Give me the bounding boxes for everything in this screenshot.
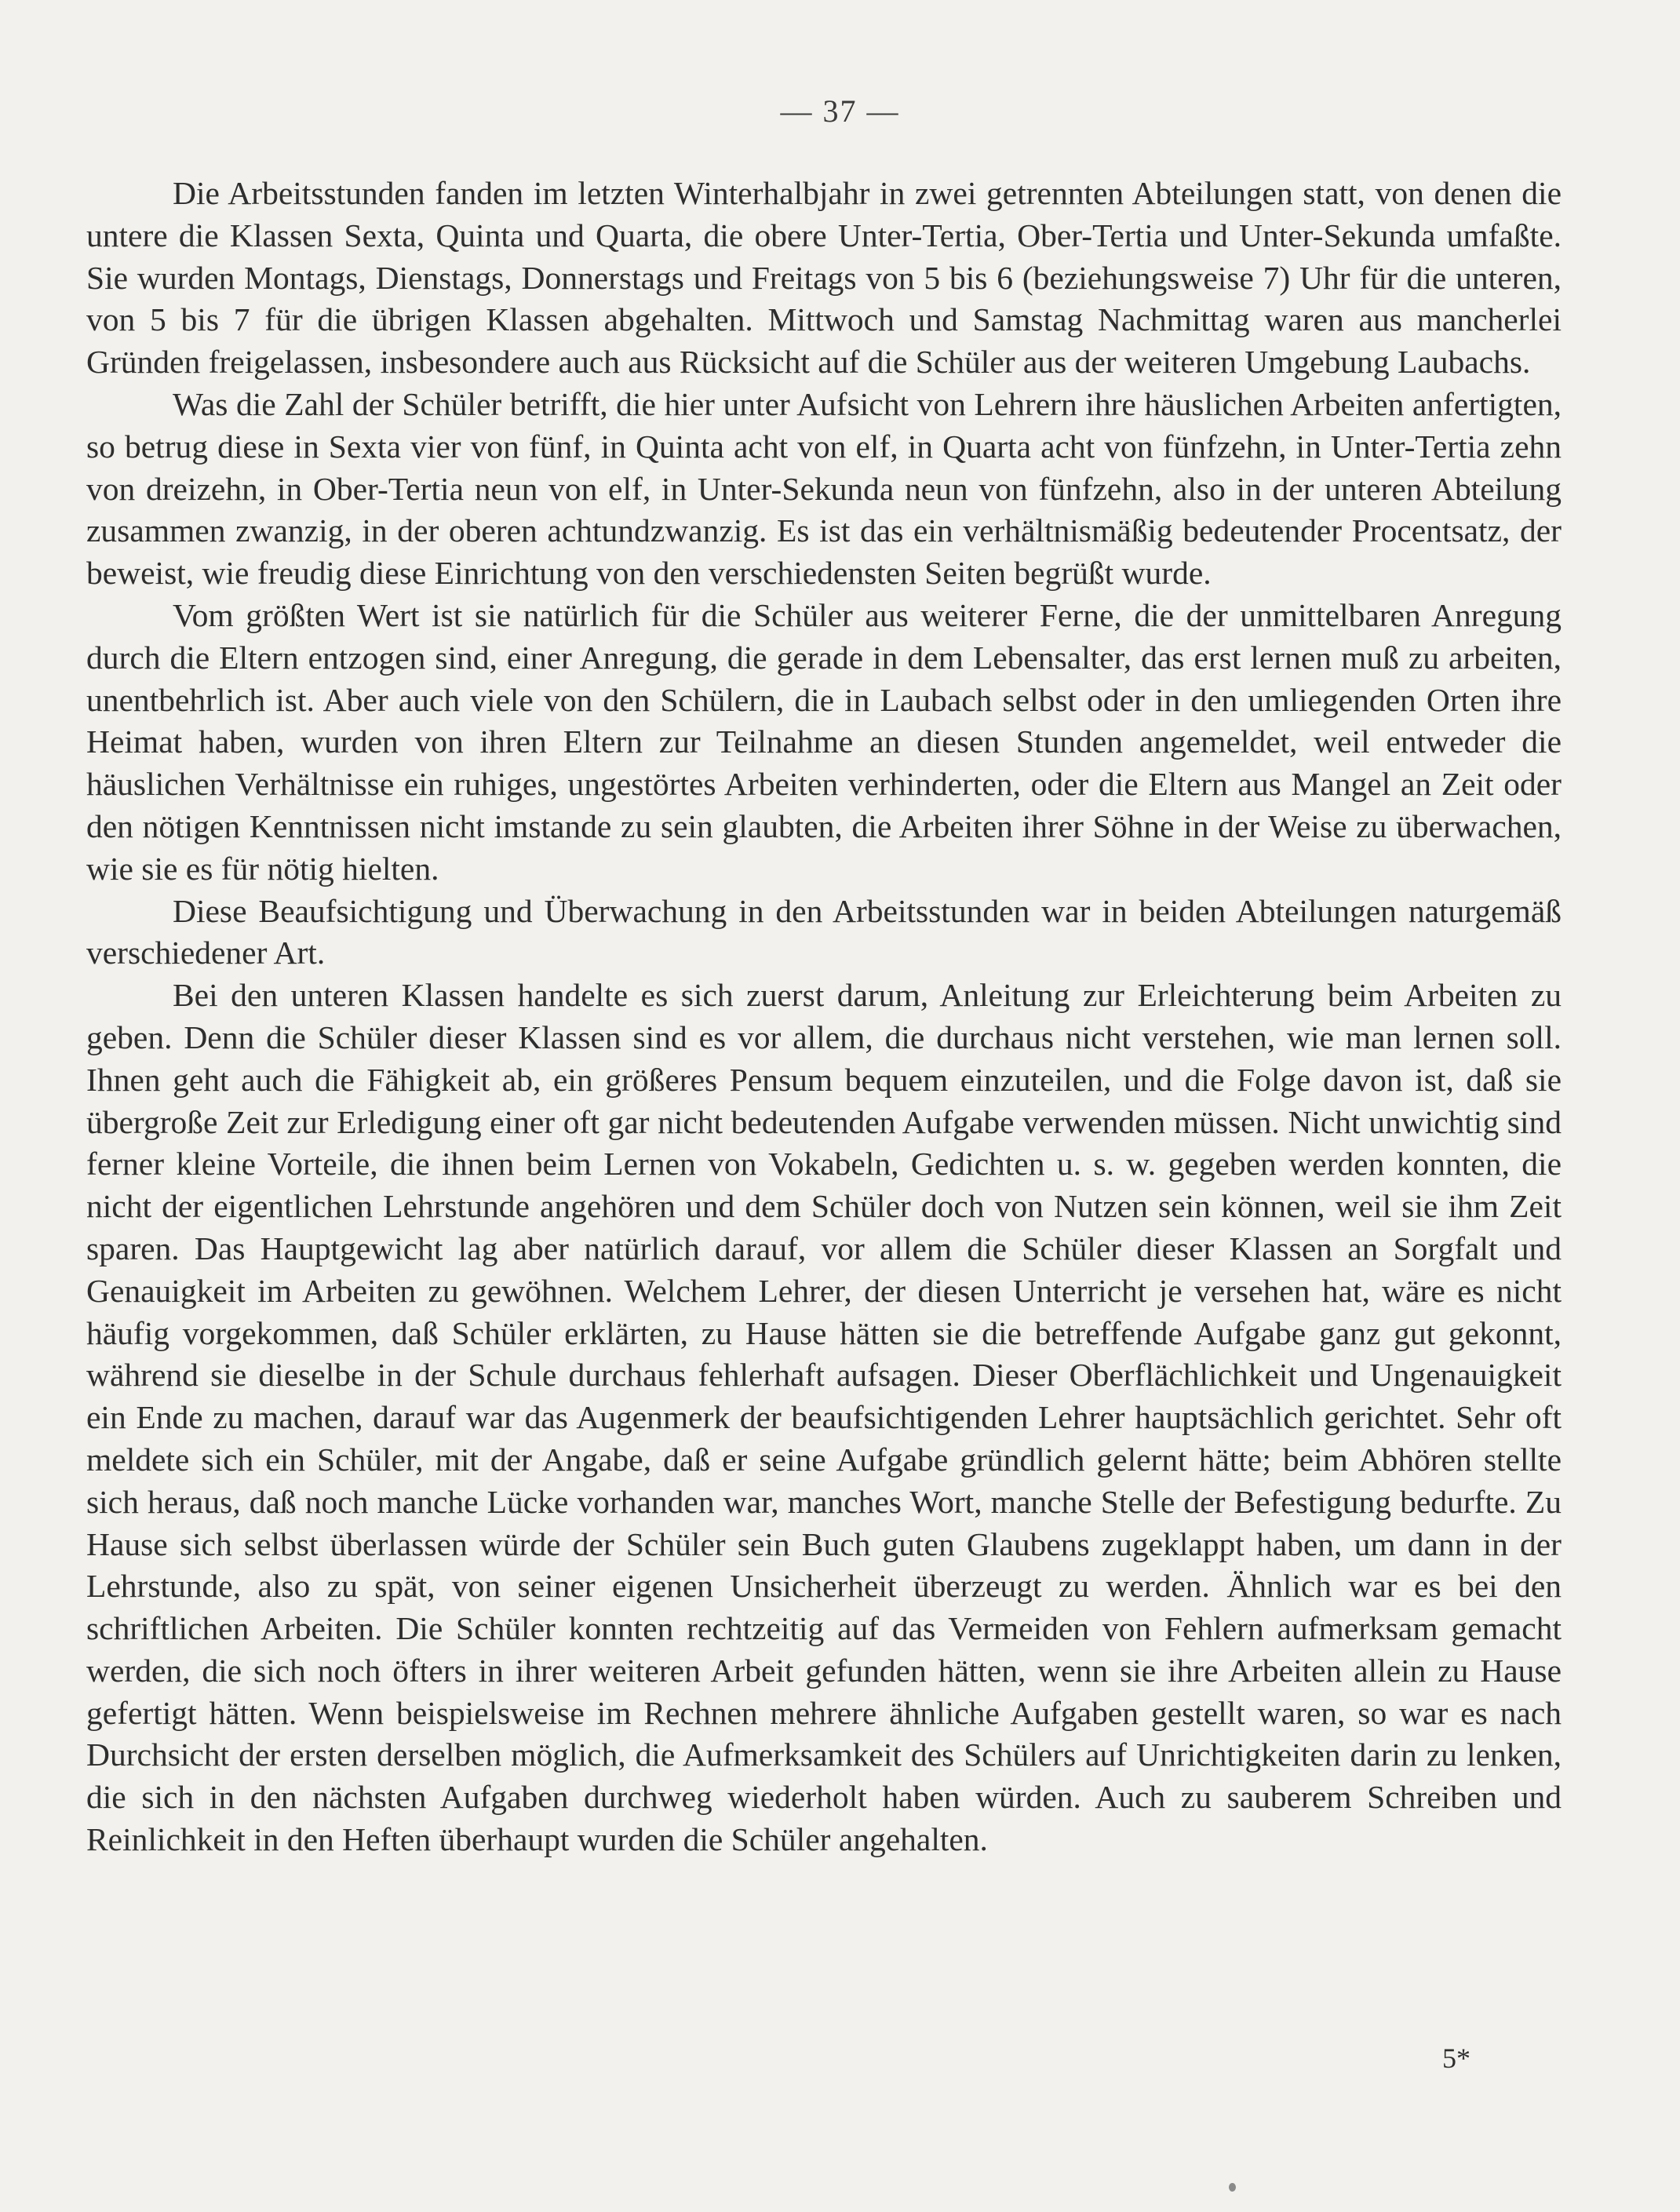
paragraph: Diese Beaufsichtigung und Überwachung in den Arbeitsstunden war in beiden Abteilungen naturgemäß verschiedener Art.: [86, 892, 1562, 971]
paragraph: Vom größten Wert ist sie natürlich für die Schüler aus weiterer Ferne, die der unmittelbaren Anregung durch die Eltern entzogen sind, einer Anregung, die gerade in dem Lebensalter, das erst lernen muß zu arbeiten, unentbehrlich ist. Aber auch viele von den Schülern, die in Laubach selbst oder in den umliegenden Orten ihre Heimat haben, wurden von ihren Eltern zur Teilnahme an diesen Stunden angemeldet, weil entweder die häuslichen Verhältnisse ein ruhiges, ungestörtes Arbeiten verhinderten, oder die Eltern aus Mangel an Zeit oder den nötigen Kenntnissen nicht imstande zu sein glaubten, die Arbeiten ihrer Söhne in der Weise zu überwachen, wie sie es für nötig hielten.: [86, 596, 1562, 887]
ink-speck: [1229, 2183, 1236, 2192]
paragraph: Die Arbeitsstunden fanden im letzten Winterhalbjahr in zwei getrennten Abteilungen statt, von denen die untere die Klassen Sexta, Quinta und Quarta, die obere Unter-Tertia, Ober-Tertia und Unter-Sekunda umfaßte. Sie wurden Montags, Dienstags, Donnerstags und Freitags von 5 bis 6 (beziehungsweise 7) Uhr für die unteren, von 5 bis 7 für die übrigen Klassen abgehalten. Mittwoch und Samstag Nachmittag waren aus mancherlei Gründen freigelassen, insbesondere auch aus Rücksicht auf die Schüler aus der weiteren Umgebung Laubachs.: [86, 175, 1562, 381]
body-text: [86, 173, 1562, 1861]
page-number: — 37 —: [780, 93, 900, 129]
paragraph: Was die Zahl der Schüler betrifft, die hier unter Aufsicht von Lehrern ihre häuslichen Arbeiten anfertigten, so betrug diese in Sexta vier von fünf, in Quinta acht von elf, in Quarta acht von fünfzehn, in Unter-Tertia zehn von dreizehn, in Ober-Tertia neun von elf, in Unter-Sekunda neun von fünfzehn, also in der unteren Abteilung zusammen zwanzig, in der oberen achtundzwanzig. Es ist das ein verhältnismäßig bedeutender Procentsatz, der beweist, wie freudig diese Einrichtung von den verschiedensten Seiten begrüßt wurde.: [86, 385, 1562, 592]
signature-mark: 5*: [1442, 2043, 1470, 2074]
paragraph: Bei den unteren Klassen handelte es sich zuerst darum, Anleitung zur Erleichterung beim Arbeiten zu geben. Denn die Schüler dieser Klassen sind es vor allem, die durchaus nicht verstehen, wie man lernen soll. Ihnen geht auch die Fähigkeit ab, ein größeres Pensum bequem einzuteilen, und die Folge davon ist, daß sie übergroße Zeit zur Erledigung einer oft gar nicht bedeutenden Aufgabe verwenden müssen. Nicht unwichtig sind ferner kleine Vorteile, die ihnen beim Lernen von Vokabeln, Gedichten u. s. w. gegeben werden konnten, die nicht der eigentlichen Lehrstunde angehören und dem Schüler doch von Nutzen sein können, weil sie ihm Zeit sparen. Das Hauptgewicht lag aber natürlich darauf, vor allem die Schüler dieser Klassen an Sorgfalt und Genauigkeit im Arbeiten zu gewöhnen. Welchem Lehrer, der diesen Unterricht je versehen hat, wäre es nicht häufig vorgekommen, daß Schüler erklärten, zu Hause hätten sie die betreffende Aufgabe ganz gut gekonnt, während sie dieselbe in der Schule durchaus fehlerhaft aufsagen. Dieser Oberflächlichkeit und Ungenauigkeit ein Ende zu machen, darauf war das Augenmerk der beaufsichtigenden Lehrer hauptsächlich gerichtet. Sehr oft meldete sich ein Schüler, mit der Angabe, daß er seine Aufgabe gründlich gelernt hätte; beim Abhören stellte sich heraus, daß noch manche Lücke vorhanden war, manches Wort, manche Stelle der Befestigung bedurfte. Zu Hause sich selbst überlassen würde der Schüler sein Buch guten Glaubens zugeklappt haben, um dann in der Lehrstunde, also zu spät, von seiner eigenen Unsicherheit überzeugt zu werden. Ähnlich war es bei den schriftlichen Arbeiten. Die Schüler konnten rechtzeitig auf das Vermeiden von Fehlern aufmerksam gemacht werden, die sich noch öfters in ihrer weiteren Arbeit gefunden hätten, wenn sie ihre Arbeiten allein zu Hause gefertigt hätten. Wenn beispielsweise im Rechnen mehrere ähnliche Aufgaben gestellt waren, so war es nach Durchsicht der ersten derselben möglich, die Aufmerksamkeit des Schülers auf Unrichtigkeiten darin zu lenken, die sich in den nächsten Aufgaben durchweg wiederholt haben würden. Auch zu sauberem Schreiben und Reinlichkeit in den Heften überhaupt wurden die Schüler angehalten.: [86, 977, 1562, 1858]
